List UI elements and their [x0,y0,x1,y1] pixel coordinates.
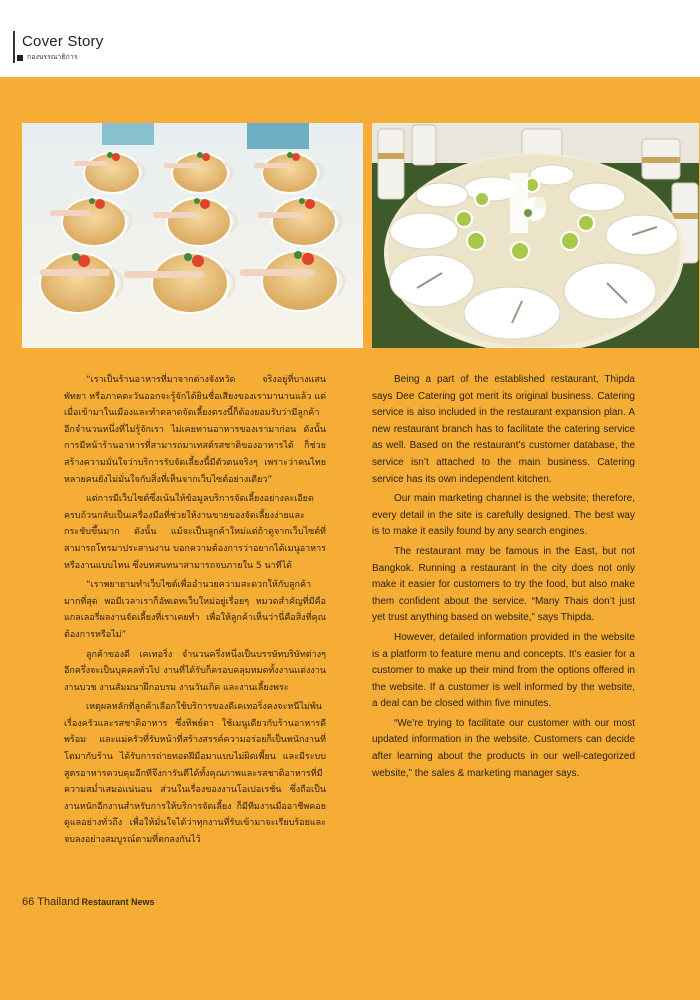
thai-paragraph-1: “เราเป็นร้านอาหารที่มาจากต่างจังหวัด จริงอยู่ที่บางแสน พัทยา หรือภาคตะวันออกจะรู้จักได้ยินชื่อเสียงของเรามานานแล้ว แต่เมื่อเข้ามาในเมืองและทำตลาดจัดเลี้ยงตรงนี้ก็ต้องยอมรับว่ามีลูกค้าอีกจำนวนหนึ่งที่ไม่รู้จักเรา ไม่เคยทานอาหารของเรามาก่อน ดังนั้น การมีหน้าร้านอาหารที่สามารถมาเทสต์รสชาติของอาหารได้ ก็ช่วยสร้างความมั่นใจว่าบริการรับจัดเลี้ยงนี้มีตัวตนจริงๆ เพราะว่าคนไทยหลายคนยังไม่มั่นใจกับสิ่งที่เห็นจากเว็บไซต์อย่างเดียว” [64,375,326,485]
english-paragraph-3: The restaurant may be famous in the East, but not Bangkok. Running a restaurant in the city does not only make it easier for customers to try the food, but also make them confident about the service. “Many Thais don’t just yet trust anything based on website,” says Thipda. [372,545,635,624]
dessert-cups-illustration [22,123,363,348]
section-subtitle-text: กองบรรณาธิการ [27,53,78,61]
magazine-name-thailand: Thailand [37,896,80,908]
page-number: 66 [22,896,35,908]
thai-paragraph-4: ลูกค้าของดี เคเทอริ่ง จำนวนครึ่งหนึ่งเป็นบรรษัทบริษัทต่างๆ อีกครึ่งจะเป็นบุคคลทั่วไป งานที่ได้รับก็ครอบคลุมหมดทั้งงานแต่งงาน งานบวช งานสัมมนาฝึกอบรม งานวันเกิด และงานเลี้ยงพระ [64,649,326,693]
thai-paragraph-2: แต่การมีเว็บไซต์ซึ่งเน้นให้ข้อมูลบริการจัดเลี้ยงอย่างละเอียดครบถ้วนกลับเป็นเครื่องมือที่ช่วยให้งานขายของจัดเลี้ยงง่ายและกระชับขึ้นมาก ดังนั้น แม้จะเป็นลูกค้าใหม่แต่ถ้าดูจากเว็บไซต์ที่สามารถโทรมาประสานงาน บอกความต้องการว่าอยากได้เมนูอาหารหรืองานแบบไหน ซึ่งบทสนทนาสามารถจบภายใน 5 นาทีได้ [64,494,326,571]
thai-paragraph-5: เหตุผลหลักที่ลูกค้าเลือกใช้บริการของดีเคเทอริ่งคงจะหนีไม่พ้นเรื่องครัวและรสชาติอาหาร ซึ่งทิพย์ดา ใช้เมนูเดียวกับร้านอาหารดีพร้อม และแม่ครัวที่รับหน้าที่สร้างสรรค์ความอร่อยก็เป็นพนักงานที่โตมากับร้าน ได้รับการถ่ายทอดฝีมือมาแบบไม่ผิดเพี้ยน และมีระบบสูตรอาหารควบคุมอีกทีจึงการันตีได้ทั้งคุณภาพและรสชาติอาหารที่มีความสม่ำเสมอแน่นอน ส่วนในเรื่องของงานโอเปอเรชั่น ซึ่งถือเป็นงานหนักอีกงานสำหรับการให้บริการจัดเลี้ยง ก็มีทีมงานมืออาชีพคอยดูแลอย่างทั่วถึง เพื่อให้มั่นใจได้ว่าทุกงานที่รับเข้ามาจะเรียบร้อยและจบลงอย่างสมบูรณ์ตามที่ตกลงกันไว้ [64,702,326,846]
english-text-column [372,372,635,785]
header-band [0,0,700,77]
square-bullet-icon [17,55,23,61]
page-footer [22,896,154,908]
banquet-table-illustration [372,123,699,348]
section-title: Cover Story [22,33,104,50]
banquet-table-photo [372,123,699,348]
thai-text-column [64,372,326,852]
header-rule [13,31,15,63]
thai-paragraph-3: “เราพยายามทำเว็บไซต์เพื่ออำนวยความสะดวกให้กับลูกค้ามากที่สุด พอมีเวลาเราก็อัพเดทเว็บใหม่อยู่เรื่อยๆ หมวดสำคัญที่มีคือแกลเลอรี่ผลงานจัดเลี้ยงที่เราเคยทำ เพื่อให้ลูกค้าเห็นว่านี่คือสิ่งที่คุณต้องการหรือไม่” [64,580,326,640]
english-paragraph-1: Being a part of the established restaurant, Thipda says Dee Catering got merit its original business. Catering service is also included in the restaurant expansion plan. A new restaurant branch has to facilitate the catering service as well. Based on the restaurant’s customer database, the service isn’t attached to the main business. Catering service has its own independent kitchen. [372,374,635,485]
magazine-name: Restaurant News [81,897,155,907]
english-paragraph-5: “We’re trying to facilitate our customer with our most updated information in the website. Customers can decide after learning about the products in our well-categorized website,” the sales & marketing manager says. [372,717,635,779]
section-subtitle [17,52,77,63]
dessert-cups-photo [22,123,363,348]
english-paragraph-2: Our main marketing channel is the website; therefore, every detail in the site is carefully designed. The best way is to make it easily found by any search engines. [372,493,635,538]
english-paragraph-4: However, detailed information provided in the website is a platform to feature menu and concepts. It’s easier for a customer to make up their mind from the options offered in the website. If a customer is well informed by the website, a deal can be closed within five minutes. [372,631,635,710]
